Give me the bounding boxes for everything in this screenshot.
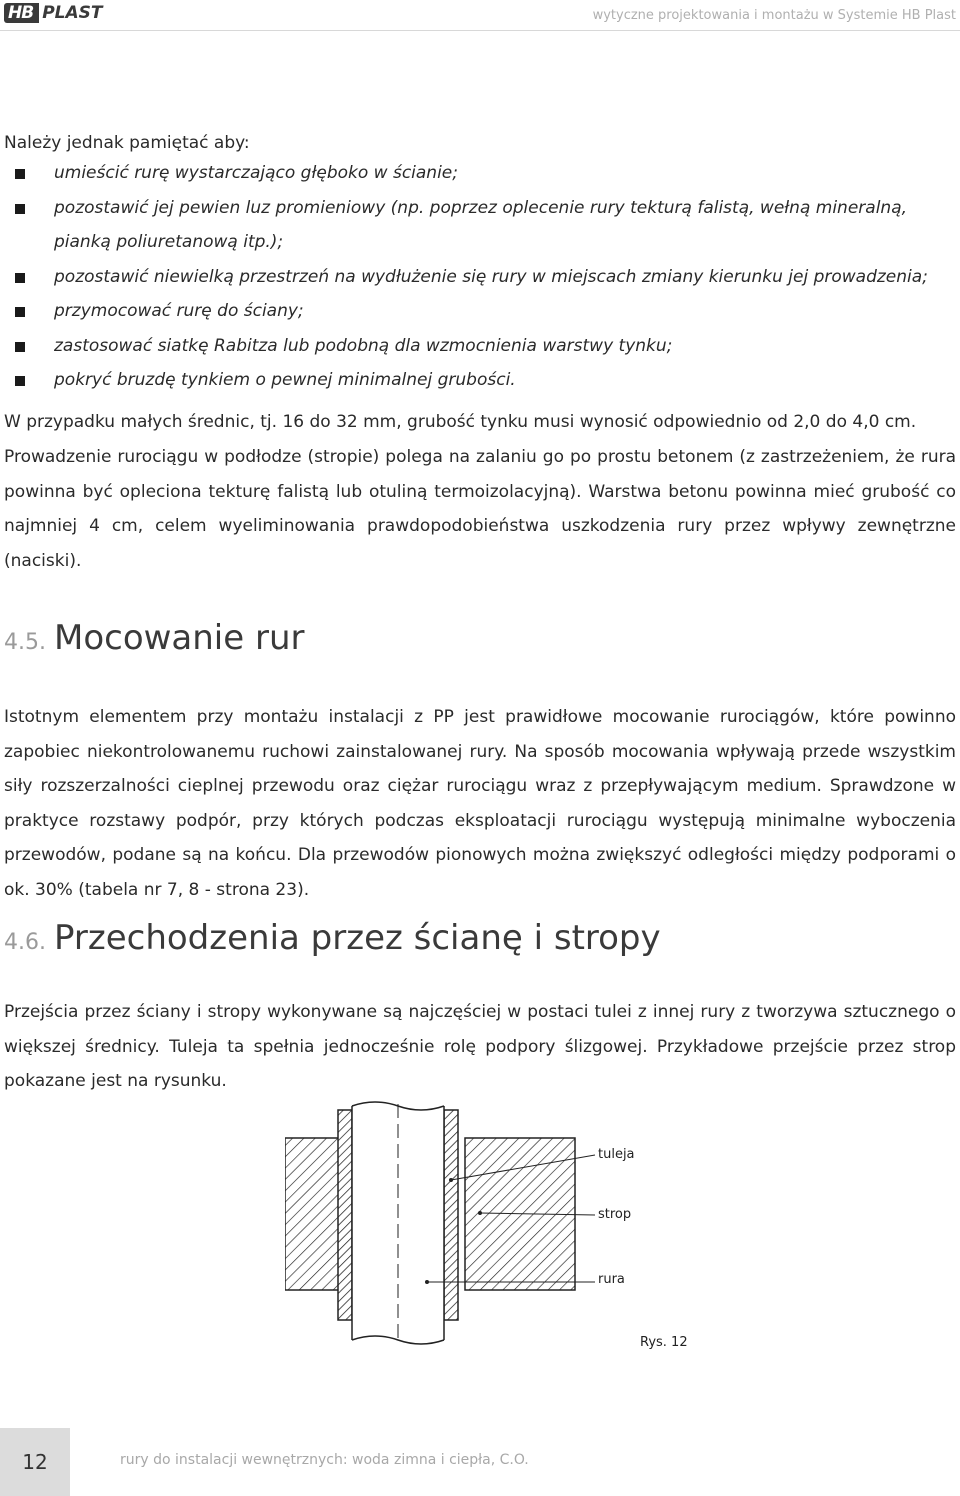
bullet-list <box>4 156 956 398</box>
section-title: Przechodzenia przez ścianę i stropy <box>53 918 661 958</box>
header-divider <box>0 30 960 31</box>
pipe-through-ceiling-figure <box>285 1100 705 1360</box>
list-item: umieścić rurę wystarczająco głęboko w ścianie; <box>4 156 956 191</box>
paragraph-tynk: W przypadku małych średnic, tj. 16 do 32 mm, grubość tynku musi wynosić odpowiednio od 2,0 do 4,0 cm. <box>4 412 917 432</box>
footer-text: rury do instalacji wewnętrznych: woda zimna i ciepła, C.O. <box>120 1452 529 1468</box>
sleeve-left <box>338 1110 352 1320</box>
intro-text: Należy jednak pamiętać aby: <box>4 133 250 153</box>
bullet-square-icon <box>15 169 25 179</box>
logo-plast: PLAST <box>42 3 103 23</box>
label-strop: strop <box>598 1207 632 1222</box>
page-footer <box>0 1428 960 1496</box>
bullet-square-icon <box>15 307 25 317</box>
section-number: 4.5. <box>4 630 46 655</box>
section-heading-4-6 <box>4 918 661 958</box>
section-4-5-body: Istotnym elementem przy montażu instalacji z PP jest prawidłowe mocowanie rurociągów, które powinno zapobiec niekontrolowanemu ruchowi zainstalowanej rury. Na sposób mocowania wpływają przede wszystkim siły rozszerzalności cieplnej przewodu oraz ciężar rurociągu wraz z przepływającym medium. Sprawdzone w praktyce rozstawy podpór, przy których podczas eksploatacji rurociągu występują minimalne wyboczenia przewodów, podane są na końcu. Dla przewodów pionowych można zwiększyć odległości między podporami o ok. 30% (tabela nr 7, 8 - strona 23). <box>4 707 956 900</box>
logo-hb: HB <box>4 3 39 23</box>
label-rura: rura <box>598 1272 625 1287</box>
page-header <box>0 0 960 34</box>
bullet-square-icon <box>15 342 25 352</box>
list-item: przymocować rurę do ściany; <box>4 294 956 329</box>
bullet-square-icon <box>15 204 25 214</box>
hb-plast-logo <box>4 2 102 24</box>
figure-caption: Rys. 12 <box>640 1335 688 1350</box>
label-tuleja: tuleja <box>598 1147 635 1162</box>
list-item: zastosować siatkę Rabitza lub podobną dla wzmocnienia warstwy tynku; <box>4 329 956 364</box>
bullet-square-icon <box>15 376 25 386</box>
list-item: pozostawić niewielką przestrzeń na wydłużenie się rury w miejscach zmiany kierunku jej prowadzenia; <box>4 260 956 295</box>
bullet-square-icon <box>15 273 25 283</box>
section-heading-4-5 <box>4 618 305 658</box>
section-4-6-body: Przejścia przez ściany i stropy wykonywane są najczęściej w postaci tulei z innej rury z tworzywa sztucznego o większej średnicy. Tuleja ta spełnia jednocześnie rolę podpory ślizgowej. Przykładowe przejście przez strop pokazane jest na rysunku. <box>4 1002 956 1091</box>
sleeve-right <box>444 1110 458 1320</box>
list-item: pokryć bruzdę tynkiem o pewnej minimalnej grubości. <box>4 363 956 398</box>
header-title: wytyczne projektowania i montażu w Systemie HB Plast <box>592 8 956 23</box>
paragraph-podloga: Prowadzenie rurociągu w podłodze (stropie) polega na zalaniu go po prostu betonem (z zastrzeżeniem, że rura powinna być opleciona tekturę falistą lub otuliną termoizolacyjną). Warstwa betonu powinna mieć grubość co najmniej 4 cm, celem wyeliminowania prawdopodobieństwa uszkodzenia rury przez wpływy zewnętrzne (naciski). <box>4 447 956 571</box>
page-number: 12 <box>0 1428 70 1496</box>
section-number: 4.6. <box>4 930 46 955</box>
figure-drawing <box>285 1100 705 1360</box>
section-title: Mocowanie rur <box>53 618 305 658</box>
list-item: pozostawić jej pewien luz promieniowy (np. poprzez oplecenie rury tekturą falistą, wełną mineralną, pianką poliuretanową itp.); <box>4 191 956 260</box>
